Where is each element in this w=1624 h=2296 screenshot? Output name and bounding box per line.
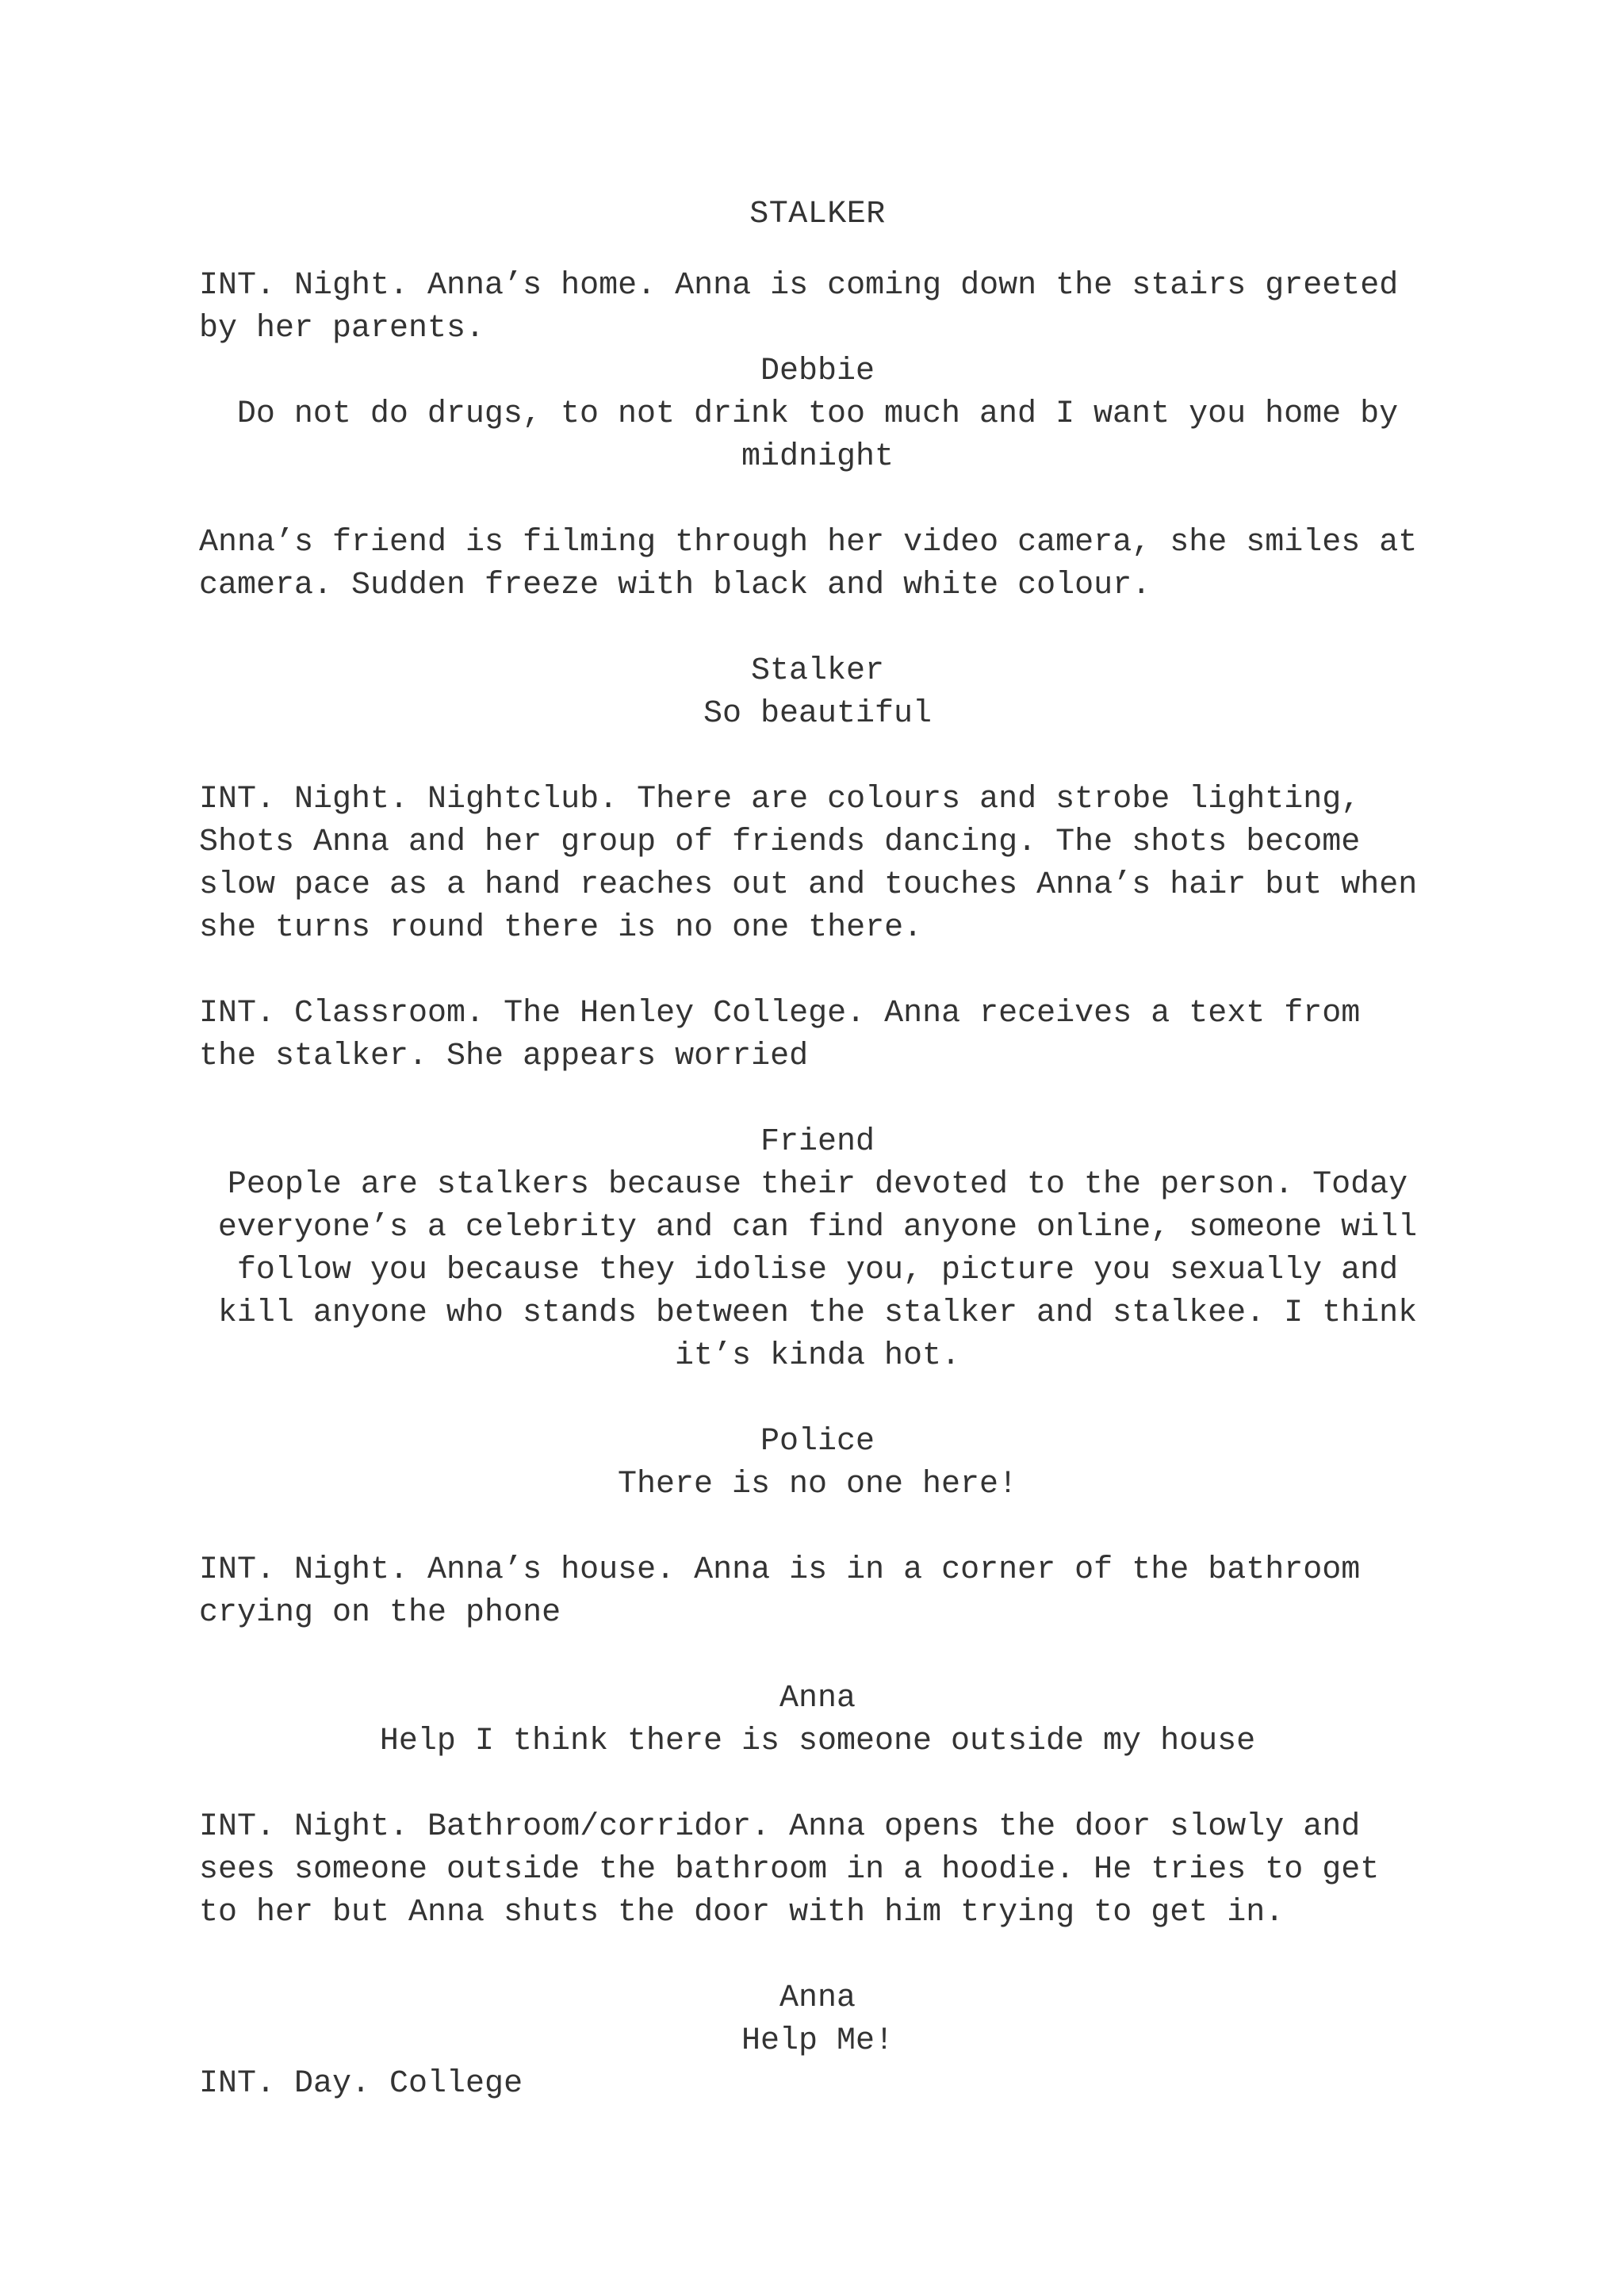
dialogue-stalker: So beautiful	[703, 696, 933, 732]
character-name-anna: Anna	[779, 1681, 856, 1716]
dialogue-police: There is no one here!	[617, 1467, 1018, 1502]
script-title: STALKER	[749, 197, 886, 232]
character-name-police: Police	[760, 1424, 875, 1460]
character-name-anna-2: Anna	[779, 1980, 856, 2016]
character-name-stalker: Stalker	[750, 653, 885, 689]
action-friend-filming: Anna’s friend is filming through her video camera, she smiles at camera. Sudden freeze with black and white colour.	[199, 525, 1418, 603]
scene-heading-nightclub: INT. Night. Nightclub. There are colours and strobe lighting, Shots Anna and her group of friends dancing. The shots become slow pace as a hand reaches out and touches Anna’s hair but when she turns round there is no one there.	[199, 782, 1418, 946]
dialogue-anna-help: Help I think there is someone outside my house	[379, 1724, 1256, 1759]
scene-heading-college: INT. Day. College	[199, 2066, 523, 2102]
dialogue-friend: People are stalkers because their devoted to the person. Today everyone’s a celebrity and can find anyone online, someone will follow you because they idolise you, picture you sexually and kill anyone who stands between the stalker and stalkee. I think it’s kinda hot.	[217, 1167, 1418, 1374]
scene-heading-anna-house: INT. Night. Anna’s house. Anna is in a corner of the bathroom crying on the phone	[199, 1552, 1361, 1631]
scene-heading-bathroom-corridor: INT. Night. Bathroom/corridor. Anna opens the door slowly and sees someone outside the bathroom in a hoodie. He tries to get to her but Anna shuts the door with him trying to get in.	[199, 1809, 1380, 1931]
screenplay	[199, 193, 1436, 2106]
scene-heading-anna-home: INT. Night. Anna’s home. Anna is coming down the stairs greeted by her parents.	[199, 268, 1399, 346]
dialogue-debbie: Do not do drugs, to not drink too much and I want you home by midnight	[236, 396, 1399, 475]
dialogue-anna-help-me: Help Me!	[741, 2023, 894, 2059]
scene-heading-classroom: INT. Classroom. The Henley College. Anna receives a text from the stalker. She appears worried	[199, 996, 1361, 1074]
character-name-friend: Friend	[760, 1124, 875, 1160]
character-name-debbie: Debbie	[760, 354, 875, 389]
